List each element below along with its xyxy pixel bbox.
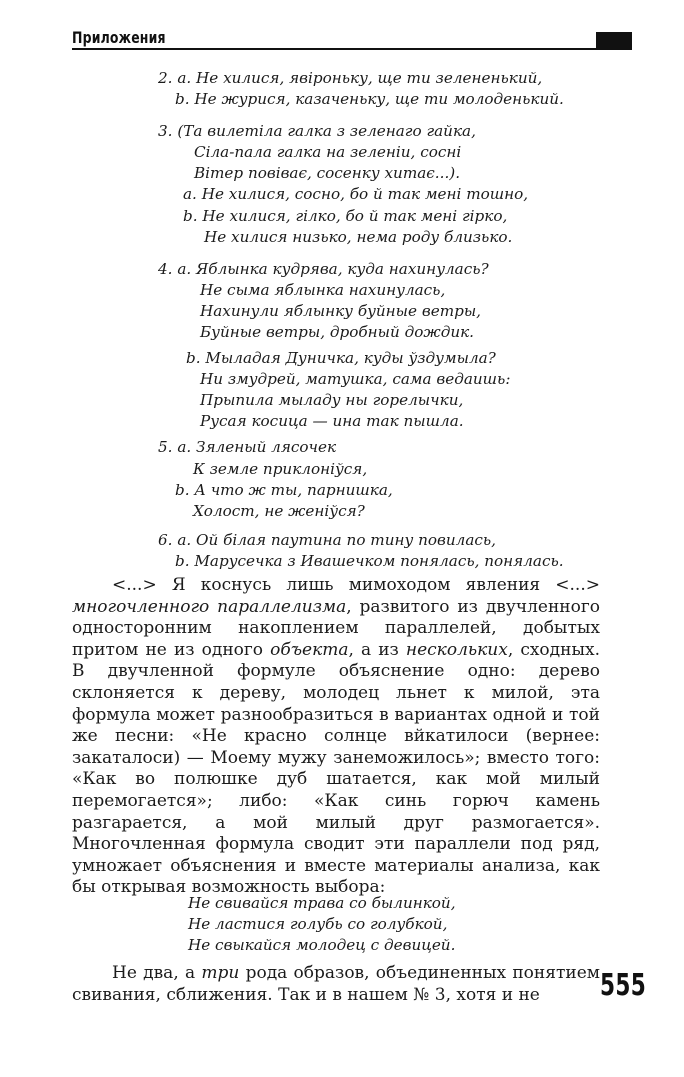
verse-3-line-4: a. Не хилися, сосно, бо й так мені тошно, xyxy=(183,185,529,203)
verse-3-line-5: b. Не хилися, гілко, бо й так мені гірко, xyxy=(183,207,508,225)
header-rule xyxy=(72,48,632,50)
text-run: <...> Я коснусь лишь мимоходом явления <...> xyxy=(112,575,600,595)
text-run: , а из xyxy=(348,639,406,660)
prose-block xyxy=(72,575,600,899)
quote-line-3: Не свыкайся молодец с девицей. xyxy=(188,936,456,954)
verse-3-line-3: Вітер повіває, сосенку хитає...). xyxy=(194,164,461,182)
verse-2-line-b: b. Не журися, казаченьку, ще ти молоденький. xyxy=(175,90,564,108)
verse-5-line-2: К земле приклоніўся, xyxy=(193,460,368,478)
text-run: рода образов, объединенных понятием свивания, сближения. Так и в нашем № 3, хотя и не xyxy=(72,963,600,1005)
prose-block-final xyxy=(72,963,600,1006)
emphasis-run: многочленного параллелизма xyxy=(72,596,347,617)
emphasis-run: нескольких xyxy=(405,639,508,660)
verse-4-line-1: 4. a. Яблынка кудрява, куда нахинулась? xyxy=(158,260,489,278)
verse-4-line-4: Буйные ветры, дробный дождик. xyxy=(200,323,474,341)
verse-6-line-b: b. Марусечка з Ивашечком понялась, понялась. xyxy=(175,552,564,570)
emphasis-run: три xyxy=(201,963,240,983)
verse-4-line-2: Не сыма яблынка нахинулась, xyxy=(200,281,446,299)
quote-line-2: Не ластися голубь со голубкой, xyxy=(188,915,448,933)
text-run: , развитого из двучленного односторонним накоплением параллелей, добытых притом не из одного xyxy=(72,596,600,660)
verse-6-line-a: 6. a. Ой білая паутина по тину повилась, xyxy=(158,531,496,549)
section-title: Приложения xyxy=(72,28,166,47)
verse-4-line-5: b. Мыладая Дуничка, куды ўздумыла? xyxy=(186,349,496,367)
verse-3-line-6: Не хилися низько, нема роду близько. xyxy=(204,228,513,246)
verse-4-line-8: Русая косица — ина так пышла. xyxy=(200,412,464,430)
verse-5-line-1: 5. a. Зяленый лясочек xyxy=(158,438,337,456)
quote-line-1: Не свивайся трава со былинкой, xyxy=(188,894,456,912)
paragraph-three-kinds xyxy=(72,963,600,1006)
verse-4-line-3: Нахинули яблынку буйные ветры, xyxy=(200,302,482,320)
running-header xyxy=(72,28,632,50)
verse-3-line-1: 3. (Та вилетіла галка з зеленаго гайка, xyxy=(158,122,476,140)
text-run: Не два, а xyxy=(112,963,202,983)
verse-3-line-2: Сіла-пала галка на зеленіи, сосні xyxy=(194,143,462,161)
verse-4-line-7: Прыпила мыладу ны горелычки, xyxy=(200,391,464,409)
verse-2-line-a: 2. a. Не хилися, явіроньку, ще ти зелененький, xyxy=(158,69,543,87)
emphasis-run: объекта xyxy=(270,639,349,660)
page-number: 555 xyxy=(599,968,646,1003)
header-black-block xyxy=(596,32,632,49)
paragraph-multimember-parallelism xyxy=(72,575,600,899)
verse-5-line-4: Холост, не женіўся? xyxy=(193,502,365,520)
verse-5-line-3: b. А что ж ты, парнишка, xyxy=(175,481,393,499)
verse-4-line-6: Ни змудрей, матушка, сама ведаишь: xyxy=(200,370,511,388)
text-run: , сходных. В двучленной формуле объяснение одно: дерево склоняется к дереву, молодец льнет к милой, эта формула может разнообразиться в вариантах одной и той же песни: «Не красно солнце вйкатилоси (вернее: закаталоси) — Моему мужу занеможилось»; вместо того: «Как во полюшке дуб шатается, как мой милый перемогается»; либо: «Как синь горюч камень разгарается, а мой милый друг размогается». Многочленная формула сводит эти параллели под ряд, умножает объяснения и вместе материалы анализа, как бы открывая возможность выбора: xyxy=(72,639,600,898)
